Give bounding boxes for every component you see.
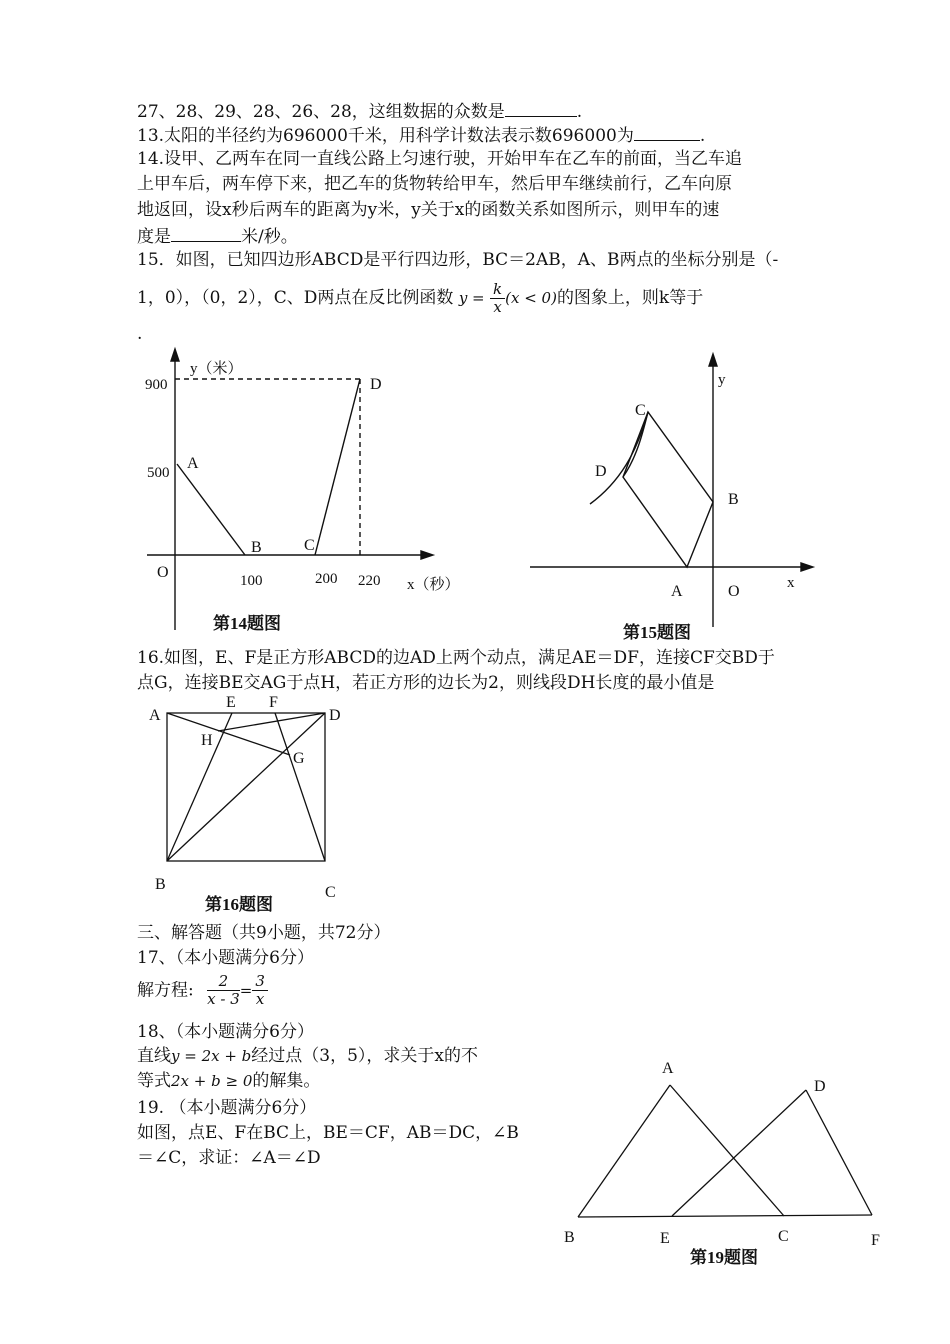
point-A: A (187, 455, 199, 472)
x-axis-label: x (787, 575, 795, 591)
q16-line-1: 16.如图，E、F是正方形ABCD的边AD上两个动点，满足AE＝DF，连接CF交BD于 (137, 648, 775, 668)
figure-15 (525, 352, 825, 647)
frac-numerator: 2 (207, 973, 240, 991)
func-fraction (490, 281, 505, 316)
line-equation: y = 2x + b (171, 1047, 252, 1065)
x-axis-arrow (421, 551, 433, 559)
point-F: F (269, 694, 278, 711)
tick-200: 200 (315, 571, 338, 587)
parallelogram-ABCD (623, 412, 713, 567)
point-B: B (564, 1229, 575, 1246)
q12-text: 27、28、29、28、26、28，这组数据的众数是 (137, 102, 505, 122)
tick-500: 500 (147, 465, 170, 481)
x-axis-label: x（秒） (407, 577, 460, 593)
q14-line-1: 14.设甲、乙两车在同一直线公路上匀速行驶，开始甲车在乙车的前面，当乙车追 (137, 149, 743, 169)
func-lhs: y = (458, 289, 485, 307)
point-F: F (871, 1232, 880, 1249)
q13-line (137, 122, 705, 148)
figure-19-caption: 第19题图 (690, 1248, 758, 1267)
point-C: C (778, 1228, 789, 1245)
answer-blank (634, 122, 700, 141)
frac-numerator: 3 (252, 973, 268, 991)
q13-text: 13.太阳的半径约为696000千米，用科学计数法表示数696000为 (137, 126, 634, 146)
q12-line (137, 98, 582, 124)
y-axis-arrow (171, 349, 179, 361)
point-B: B (155, 876, 166, 893)
point-E: E (660, 1230, 670, 1247)
q18-text: 等式 (137, 1071, 171, 1091)
segment-AC (670, 1085, 784, 1216)
q17-heading: 17、（本小题满分6分） (137, 948, 314, 968)
hyperbola-curve (590, 412, 648, 504)
figure-14 (135, 345, 475, 635)
q19-heading: 19. （本小题满分6分） (137, 1098, 317, 1118)
point-D: D (595, 463, 607, 480)
origin-label: O (728, 583, 740, 600)
q15-line-1: 15．如图，已知四边形ABCD是平行四边形，BC＝2AB，A、B两点的坐标分别是（- (137, 250, 779, 270)
figure-16 (145, 692, 365, 917)
point-E: E (226, 694, 236, 711)
origin-label: O (157, 564, 169, 581)
y-axis-label: y（米） (190, 361, 243, 377)
point-C: C (304, 537, 315, 554)
q15-text-end: 的图象上，则k等于 (556, 288, 704, 308)
figure-16-caption: 第16题图 (205, 895, 273, 914)
q15-text: 1，0），（0，2），C、D两点在反比例函数 (137, 288, 454, 308)
q18-text-end: 经过点（3，5），求关于x的不 (251, 1046, 479, 1066)
figure-19 (560, 1055, 890, 1270)
segment-CF (275, 713, 325, 861)
segment-AG (167, 713, 290, 755)
fraction-left (207, 973, 240, 1008)
q18-text-end: 的解集。 (252, 1071, 321, 1091)
y-axis-arrow (709, 354, 717, 366)
figure-15-caption: 第15题图 (623, 623, 691, 642)
point-D: D (329, 707, 341, 724)
frac-denominator: x (493, 298, 502, 316)
func-condition: (x < 0) (505, 289, 557, 307)
q18-line-1 (137, 1044, 478, 1068)
q19-line-2: ＝∠C，求证：∠A＝∠D (137, 1148, 321, 1168)
q19-line-1: 如图，点E、F在BC上，BE＝CF，AB＝DC，∠B (137, 1123, 519, 1143)
segment-CD (315, 379, 360, 555)
point-C: C (325, 884, 336, 901)
q17-equation (137, 973, 268, 1008)
point-D: D (814, 1078, 826, 1095)
point-G: G (293, 750, 305, 767)
point-A: A (662, 1060, 674, 1077)
y-axis-label: y (718, 372, 726, 388)
point-B: B (728, 491, 739, 508)
segment-AB (578, 1085, 670, 1217)
point-A: A (671, 583, 683, 600)
tick-220: 220 (358, 573, 381, 589)
period: . (576, 102, 583, 122)
q16-line-2: 点G，连接BE交AG于点H，若正方形的边长为2，则线段DH长度的最小值是 (137, 673, 715, 693)
q14-line-4 (137, 223, 298, 249)
equals-sign: = (239, 981, 253, 1000)
figure-14-caption: 第14题图 (213, 614, 281, 633)
q18-heading: 18、（本小题满分6分） (137, 1022, 314, 1042)
point-B: B (251, 539, 262, 556)
q14-line-3: 地返回，设x秒后两车的距离为y米，y关于x的函数关系如图所示，则甲车的速 (137, 200, 720, 220)
q18-text: 直线 (137, 1046, 171, 1066)
tick-100: 100 (240, 573, 263, 589)
diagonal-BD (167, 713, 325, 861)
segment-AB (177, 464, 245, 555)
q14-unit: 米/秒。 (241, 227, 298, 247)
fraction-right (252, 973, 268, 1008)
point-H: H (201, 732, 213, 749)
segment-BE (167, 713, 232, 861)
q14-line-2: 上甲车后，两车停下来，把乙车的货物转给甲车，然后甲车继续前行，乙车向原 (137, 174, 732, 194)
q15-line-2 (137, 281, 703, 316)
segment-DF (806, 1090, 872, 1215)
point-A: A (149, 707, 161, 724)
frac-denominator: x - 3 (207, 990, 240, 1008)
q15-line-3: . (137, 324, 143, 344)
q17-text: 解方程: (137, 980, 194, 1001)
answer-blank (171, 223, 241, 242)
q18-line-2 (137, 1069, 320, 1093)
tick-900: 900 (145, 377, 168, 393)
point-C: C (635, 402, 646, 419)
point-D: D (370, 376, 382, 393)
answer-blank (505, 98, 577, 117)
period: . (699, 126, 706, 146)
x-axis-arrow (801, 563, 813, 571)
line-BF (578, 1215, 872, 1217)
frac-numerator: k (490, 281, 505, 299)
section-three-heading: 三、解答题（共9小题，共72分） (137, 923, 391, 943)
frac-denominator: x (255, 990, 265, 1008)
segment-ED (672, 1090, 806, 1216)
inequality: 2x + b ≥ 0 (171, 1072, 253, 1090)
q14-text: 度是 (137, 227, 171, 247)
